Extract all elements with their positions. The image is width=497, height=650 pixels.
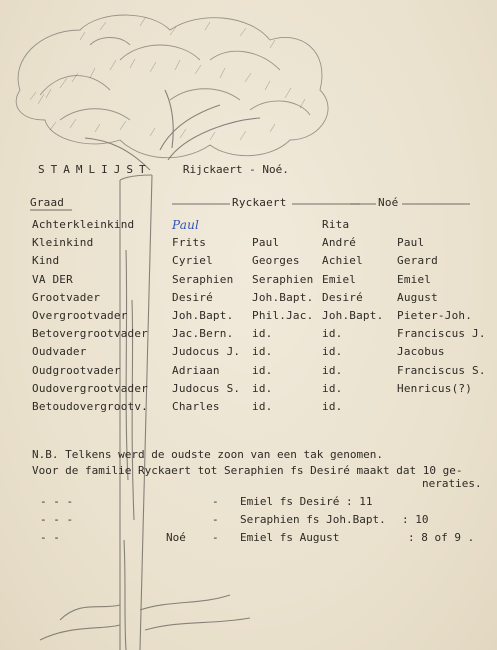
- ryckaert-col-1-cell: Cyriel: [172, 254, 213, 268]
- table-row: [0, 273, 497, 289]
- table-row: [0, 400, 497, 416]
- table-row: [0, 364, 497, 380]
- table-row: [0, 254, 497, 270]
- ryckaert-col-1-cell: Adriaan: [172, 363, 220, 377]
- ryckaert-col-1-cell: Jac.Bern.: [172, 327, 234, 341]
- header-graad: Graad: [30, 196, 65, 209]
- graad-cell: Overgrootvader: [32, 309, 128, 322]
- ryckaert-col-3-cell: Emiel: [322, 272, 357, 286]
- graad-cell: Betovergrootvader: [32, 327, 148, 341]
- graad-cell: Betoudovergrootv.: [32, 400, 148, 413]
- note-line-1b: neraties.: [422, 477, 482, 490]
- note-line-4-dash: -: [212, 531, 219, 544]
- noe-col-cell: Gerard: [397, 254, 438, 268]
- graad-cell: Oudovergrootvader: [32, 381, 148, 395]
- table-row: [0, 218, 497, 234]
- note-line-4-dashes: - -: [40, 531, 60, 544]
- ryckaert-col-1-cell: Judocus S.: [172, 381, 241, 395]
- ryckaert-col-1-cell: Paul: [172, 218, 200, 232]
- ryckaert-col-2-cell: id.: [252, 327, 273, 341]
- ryckaert-col-2-cell: id.: [252, 363, 273, 377]
- note-line-4-noe: Noé: [166, 531, 186, 544]
- note-line-1a: Voor de familie Ryckaert tot Seraphien fs Desiré maakt dat 10 ge-: [32, 464, 463, 477]
- graad-cell: Kind: [32, 254, 60, 268]
- graad-cell: Grootvader: [32, 290, 101, 304]
- note-line-2-dashes: - - -: [40, 495, 74, 508]
- header-ryckaert: Ryckaert: [232, 196, 287, 209]
- table-row: [0, 236, 497, 252]
- noe-col-cell: Paul: [397, 236, 425, 250]
- ryckaert-col-2-cell: id.: [252, 381, 273, 395]
- ryckaert-col-1-cell: Joh.Bapt.: [172, 309, 234, 322]
- ryckaert-col-3-cell: Achiel: [322, 254, 363, 268]
- graad-cell: Achterkleinkind: [32, 218, 135, 231]
- ryckaert-col-2-cell: Georges: [252, 254, 300, 268]
- graad-cell: Oudvader: [32, 345, 87, 359]
- ryckaert-col-1-cell: Charles: [172, 400, 220, 413]
- ryckaert-col-3-cell: id.: [322, 400, 343, 413]
- ryckaert-col-2-cell: Paul: [252, 236, 280, 250]
- table-row: [0, 345, 497, 361]
- ryckaert-col-3-cell: Joh.Bapt.: [322, 309, 384, 322]
- ryckaert-col-1-cell: Frits: [172, 236, 207, 250]
- note-line-3-num: : 10: [402, 513, 429, 526]
- noe-col-cell: Emiel: [397, 272, 432, 286]
- table-row: [0, 309, 497, 325]
- ryckaert-col-3-cell: id.: [322, 327, 343, 341]
- ryckaert-col-1-cell: Desiré: [172, 290, 213, 304]
- graad-cell: VA DER: [32, 272, 73, 286]
- note-line-3-text: Seraphien fs Joh.Bapt.: [240, 513, 386, 526]
- ryckaert-col-2-cell: Phil.Jac.: [252, 309, 314, 322]
- ryckaert-col-3-cell: id.: [322, 381, 343, 395]
- note-line-2-dash: -: [212, 495, 219, 508]
- note-line-4-text: Emiel fs August: [240, 531, 340, 544]
- ryckaert-col-2-cell: id.: [252, 400, 273, 413]
- noe-col-cell: Franciscus S.: [397, 363, 486, 377]
- ryckaert-col-3-cell: Rita: [322, 218, 350, 231]
- header-noe: Noé: [378, 196, 399, 209]
- ryckaert-col-3-cell: id.: [322, 363, 343, 377]
- noe-col-cell: August: [397, 290, 438, 304]
- note-line-4-num: : 8 of 9 .: [408, 531, 475, 544]
- note-nb: N.B. Telkens werd de oudste zoon van een tak genomen.: [32, 448, 383, 461]
- table-row: [0, 291, 497, 307]
- ryckaert-col-2-cell: Joh.Bapt.: [252, 290, 314, 304]
- note-line-2-text: Emiel fs Desiré : 11: [240, 495, 373, 508]
- ryckaert-col-1-cell: Seraphien: [172, 272, 234, 286]
- note-line-3-dash: -: [212, 513, 219, 526]
- noe-col-cell: Franciscus J.: [397, 327, 486, 341]
- ryckaert-col-2-cell: id.: [252, 345, 273, 359]
- note-line-3-dashes: - - -: [40, 513, 74, 526]
- ryckaert-col-2-cell: Seraphien: [252, 272, 314, 286]
- ryckaert-col-1-cell: Judocus J.: [172, 345, 241, 359]
- ryckaert-col-3-cell: André: [322, 236, 357, 250]
- ryckaert-col-3-cell: Desiré: [322, 290, 363, 304]
- table-row: [0, 327, 497, 343]
- title-families: Rijckaert - Noé.: [182, 163, 289, 176]
- ryckaert-col-3-cell: id.: [322, 345, 343, 359]
- noe-col-cell: Jacobus: [397, 345, 445, 359]
- graad-cell: Kleinkind: [32, 236, 94, 250]
- title-stamlijst: STAMLIJST: [38, 163, 152, 176]
- noe-col-cell: Pieter-Joh.: [397, 309, 473, 322]
- table-row: [0, 382, 497, 398]
- graad-cell: Oudgrootvader: [32, 363, 121, 377]
- noe-col-cell: Henricus(?): [397, 381, 473, 395]
